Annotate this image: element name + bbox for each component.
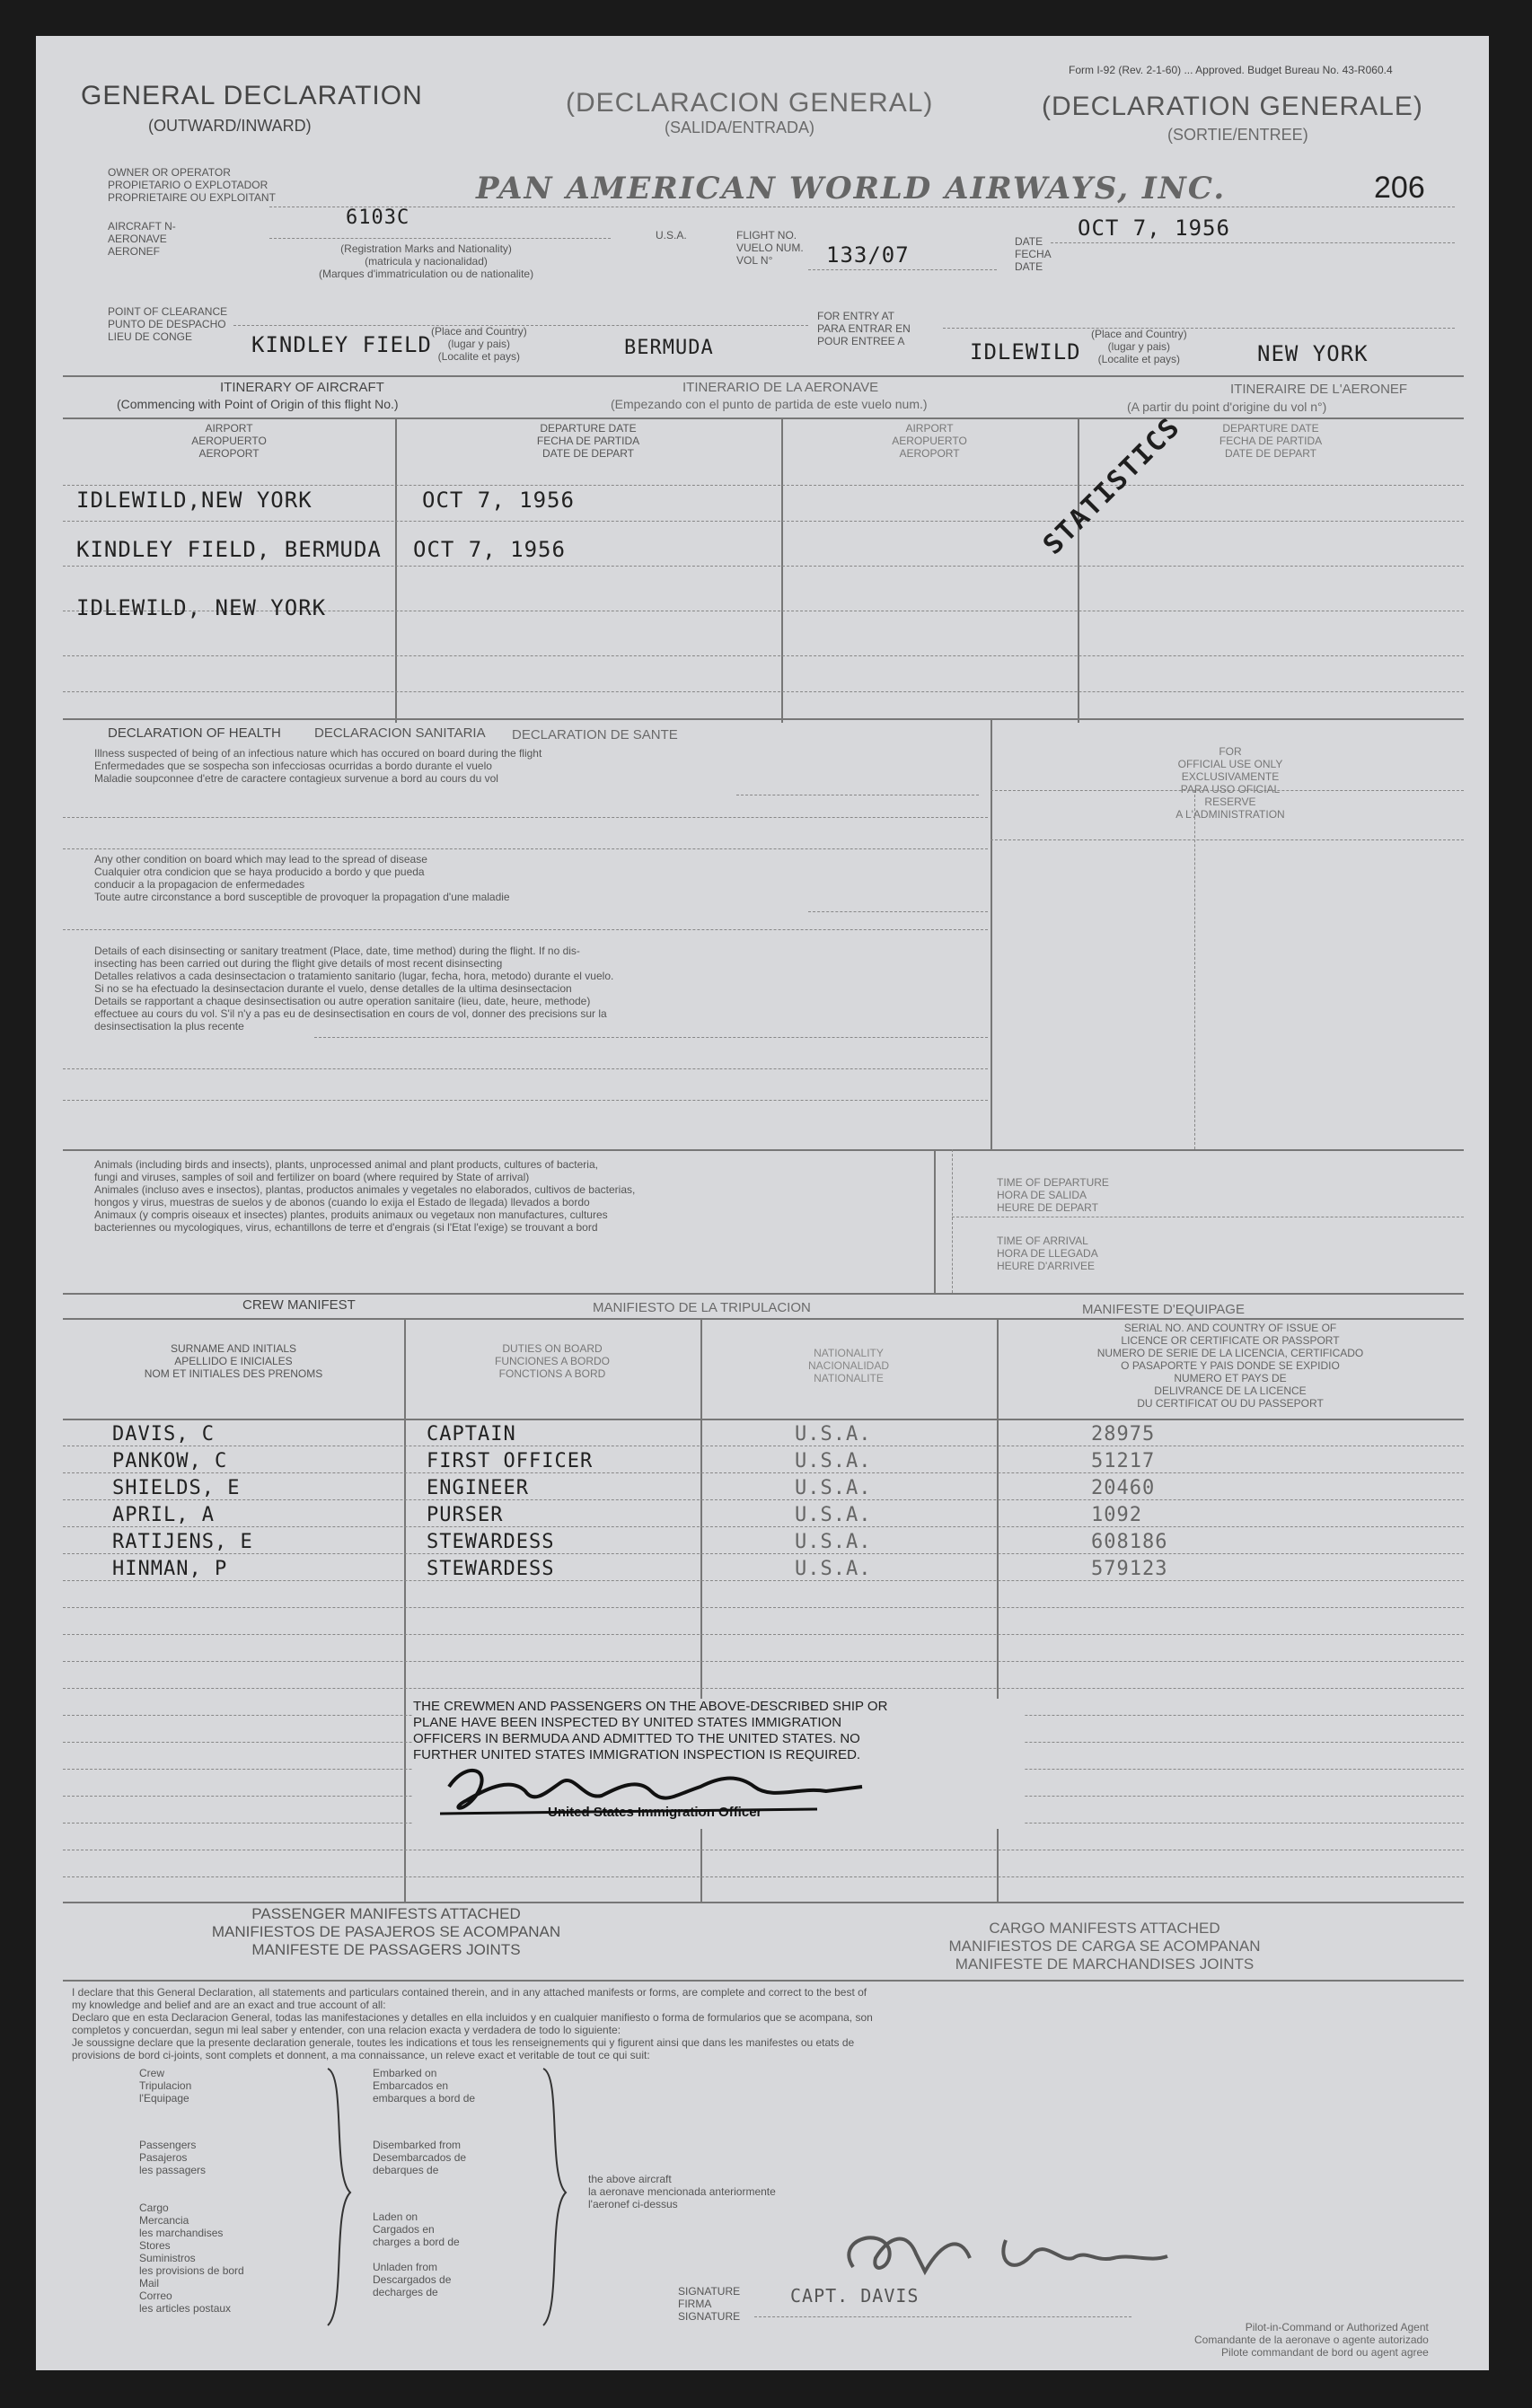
crew-row-line xyxy=(63,1553,1464,1554)
crew-row-line xyxy=(63,1688,1464,1689)
cat-disembarked: Disembarked from Desembarcados de debarques de xyxy=(373,2139,467,2176)
cat-laden: Laden on Cargados en charges a bord de Unladen from Descargados de decharges de xyxy=(373,2210,460,2298)
crew-title-es: MANIFIESTO DE LA TRIPULACION xyxy=(593,1300,811,1315)
cat-passengers: Passengers Pasajeros les passagers xyxy=(139,2139,207,2176)
page-number: 206 xyxy=(1374,171,1425,205)
animals-text: Animals (including birds and insects), plants, unprocessed animal and plant products, cultures of bacteria, fungi and viruses, samples of soil and fertilizer on board (where required by State of arrival) Animales (incluso aves e insectos), plantas, productos animales y vegetales no elaborados, cultivos de bacterias, hongos y virus, muestras de suelos y de abonos (cuando lo exija el Estado de llegada) llevados a bordo Animaux (y compris oiseaux et insectes) plantes, produits animaux ou vegetaux non manufactures, cultures bacteriennes ou mycologiques, virus, echantillons de terre et d'engrais (si l'Etat l'exige) se trouvant a bord xyxy=(94,1158,636,1234)
time-departure: TIME OF DEPARTURE HORA DE SALIDA HEURE DE DEPART xyxy=(997,1176,1109,1214)
itinerary-sub-es: (Empezando con el punto de partida de este vuelo num.) xyxy=(611,397,928,411)
health-q2: Any other condition on board which may lead to the spread of disease Cualquier otra condicion que se haya producido a bordo y que pueda conducir a la propagacion de enfermedades Toute autre circonstance a bord susceptible de provoquer la propagation d'une maladie xyxy=(94,853,510,903)
aircraft-brace xyxy=(539,2067,575,2327)
entry-place: IDLEWILD xyxy=(970,339,1081,365)
crew-name-1: DAVIS, C xyxy=(112,1423,215,1446)
passenger-manifests: PASSENGER MANIFESTS ATTACHED MANIFIESTOS DE PASAJEROS SE ACOMPANAN MANIFESTE DE PASSAGERS JOINTS xyxy=(211,1905,561,1958)
owner-value: PAN AMERICAN WORLD AIRWAYS, INC. xyxy=(476,171,1227,207)
flight-number: 133/07 xyxy=(826,242,910,268)
clearance-country: BERMUDA xyxy=(624,337,714,359)
crew-nat-5: U.S.A. xyxy=(795,1531,872,1553)
crew-row-line xyxy=(63,1526,1464,1527)
crew-name-2: PANKOW, C xyxy=(112,1450,228,1472)
aircraft-label: AIRCRAFT N- AERONAVE AERONEF xyxy=(108,220,176,258)
declaration-form xyxy=(36,36,1489,2370)
crew-row-line xyxy=(63,1472,1464,1473)
clearance-place: KINDLEY FIELD xyxy=(251,332,432,357)
itinerary-title-es: ITINERARIO DE LA AERONAVE xyxy=(682,380,879,395)
crew-row-line xyxy=(63,1607,1464,1608)
cat-cargo: Cargo Mercancia les marchandises Stores Suministros les provisions de bord Mail Correo les articles postaux xyxy=(139,2201,244,2315)
crew-duty-4: PURSER xyxy=(427,1504,504,1526)
declaration-text: I declare that this General Declaration, all statements and particulars contained therein, and in any attached manifests or forms, are complete and correct to the best of my knowledge and belief and are an exact and true account of all: Declaro que en esta Declaracion General, todas las manifestaciones y detalles en ella incluidos y en cualquier manifiesto o forma de formularios que se acompana, son completos y concuerdan, segun mi leal saber y entender, con una relacion exacta y verdadera de todo lo siguiente: Je soussigne declare que la presente declaration generale, toutes les indications et tous les renseignements qui y figurent ainsi que dans les manifestes ou etats de provisions de bord ci-joints, sont complets et donnent, a ma connaissance, un releve exact et veritable de tout ce qui suit: xyxy=(72,1986,873,2061)
crew-row-line xyxy=(63,1499,1464,1500)
entry-label: FOR ENTRY AT PARA ENTRAR EN POUR ENTREE A xyxy=(817,310,911,347)
crew-nat-1: U.S.A. xyxy=(795,1423,872,1446)
col-nationality-header: NATIONALITY NACIONALIDAD NATIONALITE xyxy=(807,1347,890,1384)
title-fr: (DECLARATION GENERALE) xyxy=(1042,92,1423,121)
subtitle-fr: (SORTIE/ENTREE) xyxy=(1167,126,1308,144)
crew-name-3: SHIELDS, E xyxy=(112,1477,241,1499)
crew-row-line xyxy=(63,1661,1464,1662)
crew-name-5: RATIJENS, E xyxy=(112,1531,253,1553)
title-en: GENERAL DECLARATION xyxy=(81,81,423,110)
registration-note: (Registration Marks and Nationality) (matricula y nacionalidad) (Marques d'immatriculation ou de nationalite) xyxy=(319,242,534,280)
health-title-fr: DECLARATION DE SANTE xyxy=(512,727,678,743)
crew-license-6: 579123 xyxy=(1091,1558,1168,1580)
entry-country: NEW YORK xyxy=(1257,341,1369,366)
crew-duty-3: ENGINEER xyxy=(427,1477,529,1499)
aircraft-mention: the above aircraft la aeronave mencionada anteriormente l'aeronef ci-dessus xyxy=(588,2173,776,2210)
cat-crew: Crew Tripulacion l'Equipage xyxy=(139,2067,192,2105)
col-name-header: SURNAME AND INITIALS APELLIDO E INICIALES NOM ET INITIALES DES PRENOMS xyxy=(144,1342,323,1380)
crew-license-5: 608186 xyxy=(1091,1531,1168,1553)
crew-nat-6: U.S.A. xyxy=(795,1558,872,1580)
crew-name-6: HINMAN, P xyxy=(112,1558,228,1580)
cargo-manifests: CARGO MANIFESTS ATTACHED MANIFIESTOS DE CARGA SE ACOMPANAN MANIFESTE DE MARCHANDISES JOINTS xyxy=(948,1920,1261,1973)
crew-row-line xyxy=(63,1876,1464,1877)
form-number: Form I-92 (Rev. 2-1-60) ... Approved. Budget Bureau No. 43-R060.4 xyxy=(1069,64,1393,76)
crew-license-1: 28975 xyxy=(1091,1423,1156,1446)
flight-label: FLIGHT NO. VUELO NUM. VOL N° xyxy=(736,229,804,267)
health-q1: Illness suspected of being of an infectious nature which has occured on board during the flight Enfermedades que se sospecha son infecciosas ocurridas a bordo durante el vuelo Maladie soupconnee d'etre de caractere contagieux survenue a bord au cours du vol xyxy=(94,747,542,785)
crew-license-2: 51217 xyxy=(1091,1450,1156,1472)
crew-duty-1: CAPTAIN xyxy=(427,1423,516,1446)
time-arrival: TIME OF ARRIVAL HORA DE LLEGADA HEURE D'ARRIVEE xyxy=(997,1235,1098,1272)
crew-duty-6: STEWARDESS xyxy=(427,1558,555,1580)
immigration-stamp: THE CREWMEN AND PASSENGERS ON THE ABOVE-DESCRIBED SHIP OR PLANE HAVE BEEN INSPECTED BY UNITED STATES IMMIGRATION OFFICERS IN BERMUDA AND ADMITTED TO THE UNITED STATES. NO FURTHER UNITED STATES IMMIGRATION INSPECTION IS REQUIRED. United States Immigration Officer xyxy=(413,1699,1024,1829)
crew-name-4: APRIL, A xyxy=(112,1504,215,1526)
owner-label: OWNER OR OPERATOR PROPIETARIO O EXPLOTADOR PROPRIETAIRE OU EXPLOITANT xyxy=(108,166,276,204)
crew-title-en: CREW MANIFEST xyxy=(242,1297,356,1313)
itin-airport-1: IDLEWILD,NEW YORK xyxy=(76,488,313,513)
crew-duty-2: FIRST OFFICER xyxy=(427,1450,594,1472)
crew-duty-5: STEWARDESS xyxy=(427,1531,555,1553)
flight-date: OCT 7, 1956 xyxy=(1078,215,1230,241)
entry-note: (Place and Country) (lugar y pais) (Localite et pays) xyxy=(1091,328,1187,365)
officer-label: United States Immigration Officer xyxy=(548,1805,762,1820)
subtitle-es: (SALIDA/ENTRADA) xyxy=(665,119,815,136)
crew-license-3: 20460 xyxy=(1091,1477,1156,1499)
col-airport-header: AIRPORT AEROPUERTO AEROPORT xyxy=(191,422,267,460)
crew-row-line xyxy=(63,1634,1464,1635)
title-es: (DECLARACION GENERAL) xyxy=(566,88,934,118)
itinerary-sub-en: (Commencing with Point of Origin of this flight No.) xyxy=(117,397,399,411)
col-duties-header: DUTIES ON BOARD FUNCIONES A BORDO FONCTIONS A BORD xyxy=(494,1342,611,1380)
col-license-header: SERIAL NO. AND COUNTRY OF ISSUE OF LICENCE OR CERTIFICATE OR PASSPORT NUMERO DE SERIE DE LA LICENCIA, CERTIFICADO O PASAPORTE Y PAIS DONDE SE EXPIDIO NUMERO ET PAYS DE DELIVRANCE DE LA LICENCE DU CERTIFICAT OU DU PASSEPORT xyxy=(1096,1322,1364,1410)
clearance-note: (Place and Country) (lugar y pais) (Localite et pays) xyxy=(431,325,527,363)
col-airport-header-2: AIRPORT AEROPUERTO AEROPORT xyxy=(892,422,967,460)
health-q3: Details of each disinsecting or sanitary treatment (Place, date, time method) during the flight. If no dis- insecting has been carried out during the flight give details of most recent disinsecting Detalles relativos a cada desinsectacion o tratamiento sanitario (lugar, fecha, hora, metodo) durante el vuelo. Si no se ha efectuado la desinsectacion durante el vuelo, dense detalles de la ultima desinsectacion Details se rapportant a chaque desinsectisation ou autre operation sanitaire (lieu, date, heure, methode) effectuee au cours du vol. S'il n'y a pas eu de desinsectisation en cours de vol, donner des precisions sur la desinsectisation la plus recente xyxy=(94,945,614,1033)
crew-license-4: 1092 xyxy=(1091,1504,1142,1526)
crew-row-line xyxy=(63,1580,1464,1581)
date-label: DATE FECHA DATE xyxy=(1015,235,1052,273)
official-use-box: FOR OFFICIAL USE ONLY EXCLUSIVAMENTE PARA USO OFICIAL RESERVE A L'ADMINISTRATION xyxy=(1175,745,1285,821)
itinerary-title-en: ITINERARY OF AIRCRAFT xyxy=(220,380,384,395)
itin-date-2: OCT 7, 1956 xyxy=(413,537,566,562)
itinerary-sub-fr: (A partir du point d'origine du vol n°) xyxy=(1127,400,1327,414)
crew-nat-2: U.S.A. xyxy=(795,1450,872,1472)
col-date-header-2: DEPARTURE DATE FECHA DE PARTIDA DATE DE DEPART xyxy=(1219,422,1323,460)
signature-label: SIGNATURE FIRMA SIGNATURE xyxy=(678,2285,741,2323)
pilot-in-command: Pilot-in-Command or Authorized Agent Comandante de la aeronave o agente autorizado Pilote commandant de bord ou agent agree xyxy=(1194,2321,1429,2359)
subtitle-en: (OUTWARD/INWARD) xyxy=(148,117,312,135)
crew-nat-3: U.S.A. xyxy=(795,1477,872,1499)
itin-date-1: OCT 7, 1956 xyxy=(422,488,575,513)
itin-airport-2: KINDLEY FIELD, BERMUDA xyxy=(76,537,382,562)
health-title-en: DECLARATION OF HEALTH xyxy=(108,725,281,741)
crew-title-fr: MANIFESTE D'EQUIPAGE xyxy=(1082,1302,1245,1317)
aircraft-registration: 6103C xyxy=(346,207,410,229)
cat-embarked: Embarked on Embarcados en embarques a bord de xyxy=(373,2067,476,2105)
itin-airport-3: IDLEWILD, NEW YORK xyxy=(76,595,327,620)
category-brace xyxy=(323,2067,359,2327)
statistics-stamp: STATISTICS xyxy=(1037,411,1187,561)
itinerary-title-fr: ITINERAIRE DE L'AERONEF xyxy=(1230,382,1408,397)
country-prefix: U.S.A. xyxy=(656,229,687,242)
clearance-label: POINT OF CLEARANCE PUNTO DE DESPACHO LIEU DE CONGE xyxy=(108,305,228,343)
crew-nat-4: U.S.A. xyxy=(795,1504,872,1526)
col-date-header: DEPARTURE DATE FECHA DE PARTIDA DATE DE DEPART xyxy=(536,422,640,460)
health-title-es: DECLARACION SANITARIA xyxy=(314,725,486,741)
signatory-name: CAPT. DAVIS xyxy=(790,2285,920,2307)
